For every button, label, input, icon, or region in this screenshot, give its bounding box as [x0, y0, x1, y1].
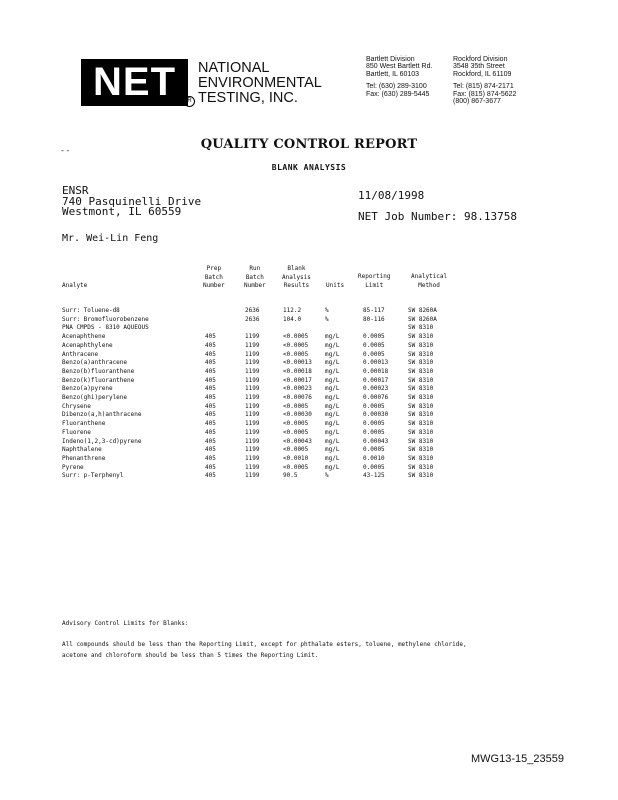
cell-prep-batch: 405	[205, 454, 216, 462]
cell-result: 112.2	[283, 307, 302, 314]
cell-analyte: Anthracene	[62, 350, 99, 358]
address-line: Rockford Division	[453, 56, 508, 63]
address-line: Bartlett, IL 60103	[366, 70, 420, 78]
cell-run-batch: 1199	[245, 446, 260, 454]
client-address-line: ENSR	[62, 184, 89, 197]
cell-units: mg/L	[325, 428, 340, 436]
cell-method: SW 8310	[408, 359, 434, 367]
table-row	[0, 333, 618, 342]
fax-number: Fax: (815) 874-5622	[453, 90, 517, 98]
header-line: Run	[249, 265, 261, 272]
report-subtitle: BLANK ANALYSIS	[271, 163, 347, 172]
cell-method: SW 8310	[408, 472, 434, 480]
header-line: Prep	[206, 265, 222, 272]
cell-method: SW 8310	[408, 463, 434, 471]
table-row	[0, 394, 618, 403]
phone-number: Tel: (815) 874-2171	[453, 83, 514, 91]
cell-units: mg/L	[325, 367, 340, 375]
cell-run-batch: 1199	[245, 394, 260, 401]
cell-prep-batch: 405	[205, 463, 216, 471]
cell-analyte: Surr: Bromofluorobenzene	[62, 315, 149, 323]
cell-method: SW 8310	[408, 385, 434, 393]
header-prep-batch	[203, 265, 225, 291]
cell-result: <0.00043	[283, 437, 312, 445]
cell-reporting-limit: 85-117	[363, 307, 385, 314]
cell-units: mg/L	[325, 463, 340, 471]
header-line: Method	[418, 281, 440, 289]
header-analyte: Analyte	[62, 282, 88, 289]
cell-run-batch: 1199	[245, 420, 260, 428]
cell-analyte: Benzo(a)pyrene	[62, 385, 113, 393]
advisory-title: Advisory Control Limits for Blanks:	[62, 620, 189, 627]
cell-result: <0.0005	[283, 402, 309, 410]
client-address-line: Westmont, IL 60559	[62, 205, 182, 218]
cell-reporting-limit: 0.00043	[363, 437, 389, 445]
header-reporting-limit	[358, 273, 391, 290]
bartlett-division-address	[366, 56, 432, 98]
cell-method: SW 8310	[408, 341, 434, 349]
job-number-value: 98.13758	[463, 210, 517, 223]
cell-result: <0.0005	[283, 420, 309, 428]
cell-prep-batch: 405	[205, 446, 216, 454]
cell-method: SW 8310	[408, 402, 434, 410]
cell-result: <0.0005	[283, 463, 309, 471]
cell-method: SW 8310	[408, 324, 434, 332]
cell-reporting-limit: 0.0005	[363, 341, 385, 349]
cell-analyte: Pyrene	[62, 463, 84, 471]
cell-run-batch: 1199	[245, 454, 260, 462]
cell-reporting-limit: 0.00013	[363, 359, 389, 367]
cell-result: <0.0005	[283, 341, 309, 349]
cell-analyte: Benzo(a)anthracene	[62, 359, 128, 367]
cell-reporting-limit: 0.00030	[363, 411, 389, 419]
cell-prep-batch: 405	[205, 333, 216, 341]
company-logo: NET	[81, 59, 188, 106]
address-line: 3548 35th Street	[453, 63, 505, 71]
cell-reporting-limit: 80-116	[363, 315, 385, 323]
cell-reporting-limit: 0.00076	[363, 394, 389, 401]
cell-run-batch: 1199	[245, 411, 260, 419]
client-address	[62, 186, 201, 218]
cell-prep-batch: 405	[205, 350, 216, 358]
cell-reporting-limit: 0.00018	[363, 367, 389, 375]
header-line: Batch	[204, 273, 223, 281]
cell-method: SW 8310	[408, 367, 434, 375]
cell-analyte: PNA CMPDS - 8310 AQUEOUS	[62, 324, 149, 332]
company-name-line: TESTING, INC.	[198, 90, 298, 106]
cell-method: SW 8310	[408, 446, 434, 454]
job-number	[358, 210, 517, 223]
cell-units: mg/L	[325, 402, 340, 410]
cell-units: mg/L	[325, 359, 340, 367]
phone-number: Tel: (630) 289-3100	[366, 83, 427, 91]
cell-method: SW 8310	[408, 428, 434, 436]
cell-prep-batch: 405	[205, 367, 216, 375]
client-contact: Mr. Wei-Lin Feng	[62, 233, 159, 244]
cell-reporting-limit: 0.0005	[363, 428, 385, 436]
company-name	[198, 61, 322, 106]
table-row	[0, 377, 618, 386]
cell-method: SW 8310	[408, 437, 434, 445]
cell-run-batch: 1199	[245, 367, 260, 375]
header-line: Number	[203, 282, 225, 289]
table-row	[0, 429, 618, 438]
cell-result: <0.0010	[283, 454, 309, 462]
cell-reporting-limit: 0.0005	[363, 420, 385, 428]
cell-analyte: Phenanthrene	[62, 454, 106, 462]
cell-reporting-limit: 0.0010	[363, 454, 385, 462]
cell-reporting-limit: 0.0005	[363, 463, 385, 471]
header-line: Batch	[245, 273, 264, 281]
cell-method: SW 8310	[408, 350, 434, 358]
cell-reporting-limit: 0.0005	[363, 350, 385, 358]
cell-units: mg/L	[325, 350, 340, 358]
cell-run-batch: 1199	[245, 376, 260, 384]
cell-analyte: Fluorene	[62, 428, 91, 436]
cell-result: 104.0	[283, 315, 302, 323]
cell-units: mg/L	[325, 420, 340, 428]
cell-units: mg/L	[325, 376, 340, 384]
cell-analyte: Acenaphthene	[62, 333, 106, 341]
fax-number: Fax: (630) 289-5445	[366, 90, 430, 98]
registered-mark: R	[184, 96, 195, 107]
cell-result: <0.0005	[283, 350, 309, 358]
cell-method: SW 8310	[408, 333, 434, 341]
cell-analyte: Benzo(ghi)perylene	[62, 394, 128, 401]
cell-units: %	[325, 472, 329, 480]
cell-analyte: Surr: Toluene-d8	[62, 307, 120, 314]
cell-prep-batch: 405	[205, 420, 216, 428]
cell-result: <0.00018	[283, 367, 312, 375]
cell-run-batch: 1199	[245, 472, 260, 480]
cell-method: SW 8310	[408, 394, 434, 401]
cell-run-batch: 1199	[245, 350, 260, 358]
cell-units: mg/L	[325, 385, 340, 393]
cell-analyte: Chrysene	[62, 402, 91, 410]
cell-prep-batch: 405	[205, 376, 216, 384]
header-run-batch	[244, 265, 266, 291]
cell-result: <0.00030	[283, 411, 312, 419]
cell-reporting-limit: 0.0005	[363, 402, 385, 410]
cell-reporting-limit: 0.00017	[363, 376, 389, 384]
table-row	[0, 307, 618, 316]
header-line: Analysis	[282, 273, 311, 281]
table-row	[0, 324, 618, 333]
cell-run-batch: 2636	[245, 315, 260, 323]
job-number-label: NET Job Number:	[358, 210, 458, 223]
header-line: Limit	[365, 281, 384, 289]
cell-method: SW 8310	[408, 411, 434, 419]
cell-result: <0.00013	[283, 359, 312, 367]
cell-units: %	[325, 315, 329, 323]
cell-analyte: Acenaphthylene	[62, 341, 113, 349]
address-line: 850 West Bartlett Rd.	[366, 63, 433, 71]
cell-method: SW 8260A	[408, 315, 437, 323]
cell-units: mg/L	[325, 437, 340, 445]
cell-run-batch: 1199	[245, 402, 260, 410]
table-row	[0, 446, 618, 455]
margin-mark: - -	[61, 146, 70, 155]
cell-run-batch: 1199	[245, 428, 260, 436]
cell-reporting-limit: 43-125	[363, 472, 385, 480]
cell-prep-batch: 405	[205, 402, 216, 410]
advisory-text-line: All compounds should be less than the Reporting Limit, except for phthalate esters, toluene, methylene chloride,	[62, 641, 467, 648]
cell-result: <0.0005	[283, 428, 309, 436]
cell-method: SW 8310	[408, 420, 434, 428]
table-row	[0, 368, 618, 377]
cell-analyte: Dibenzo(a,h)anthracene	[62, 411, 142, 419]
cell-method: SW 8260A	[408, 307, 437, 314]
cell-prep-batch: 405	[205, 394, 216, 401]
company-name-line: NATIONAL	[198, 60, 270, 76]
cell-units: mg/L	[325, 341, 340, 349]
document-id: MWG13-15_23559	[471, 753, 564, 765]
cell-result: <0.0005	[283, 333, 309, 341]
address-line: Rockford, IL 61109	[453, 70, 512, 78]
cell-reporting-limit: 0.00023	[363, 385, 389, 393]
table-row	[0, 403, 618, 412]
cell-units: %	[325, 307, 329, 314]
table-row	[0, 420, 618, 429]
table-row	[0, 351, 618, 360]
cell-run-batch: 1199	[245, 359, 260, 367]
table-row	[0, 464, 618, 473]
cell-prep-batch: 405	[205, 428, 216, 436]
advisory-text-line: acetone and chloroform should be less than 5 times the Reporting Limit.	[62, 652, 319, 659]
cell-run-batch: 1199	[245, 437, 260, 445]
cell-analyte: Surr: p-Terphenyl	[62, 472, 124, 480]
address-line: Bartlett Division	[366, 56, 415, 63]
header-units: Units	[326, 282, 345, 289]
header-line: Analytical	[411, 273, 448, 280]
cell-units: mg/L	[325, 411, 340, 419]
cell-result: <0.00023	[283, 385, 312, 393]
cell-run-batch: 1199	[245, 333, 260, 341]
header-line: Number	[244, 282, 266, 289]
header-blank-results	[282, 265, 311, 291]
cell-units: mg/L	[325, 333, 340, 341]
cell-prep-batch: 405	[205, 437, 216, 445]
cell-analyte: Fluoranthene	[62, 420, 106, 428]
cell-units: mg/L	[325, 394, 340, 401]
table-row	[0, 438, 618, 447]
cell-method: SW 8310	[408, 376, 434, 384]
table-row	[0, 359, 618, 368]
cell-reporting-limit: 0.0005	[363, 446, 385, 454]
cell-prep-batch: 405	[205, 359, 216, 367]
cell-analyte: Benzo(k)fluoranthene	[62, 376, 135, 384]
header-analytical-method	[411, 273, 447, 290]
cell-prep-batch: 405	[205, 472, 216, 480]
cell-units: mg/L	[325, 454, 340, 462]
table-row	[0, 342, 618, 351]
cell-analyte: Naphthalene	[62, 446, 102, 454]
cell-run-batch: 1199	[245, 341, 260, 349]
table-row	[0, 472, 618, 481]
table-row	[0, 455, 618, 464]
cell-result: <0.0005	[283, 446, 309, 454]
table-row	[0, 411, 618, 420]
cell-analyte: Indeno(1,2,3-cd)pyrene	[62, 437, 142, 445]
cell-units: mg/L	[325, 446, 340, 454]
cell-result: <0.00017	[283, 376, 312, 384]
cell-reporting-limit: 0.0005	[363, 333, 385, 341]
header-line: Reporting	[358, 273, 391, 280]
report-date: 11/08/1998	[358, 189, 425, 202]
cell-analyte: Benzo(b)fluoranthene	[62, 367, 135, 375]
client-address-line: 740 Pasquinelli Drive	[62, 194, 202, 208]
cell-prep-batch: 405	[205, 341, 216, 349]
header-line: Results	[283, 282, 310, 289]
cell-prep-batch: 405	[205, 411, 216, 419]
table-row	[0, 385, 618, 394]
rockford-division-address	[453, 56, 516, 105]
toll-free-number: (800) 867-3677	[453, 98, 501, 106]
cell-result: 90.5	[283, 472, 298, 480]
company-name-line: ENVIRONMENTAL	[198, 75, 322, 91]
cell-prep-batch: 405	[205, 385, 216, 393]
header-line: Blank	[287, 265, 306, 272]
table-row	[0, 316, 618, 325]
cell-method: SW 8310	[408, 454, 434, 462]
cell-run-batch: 1199	[245, 385, 260, 393]
cell-run-batch: 1199	[245, 463, 260, 471]
cell-result: <0.00076	[283, 394, 312, 401]
report-title: QUALITY CONTROL REPORT	[200, 137, 418, 152]
cell-run-batch: 2636	[245, 307, 260, 314]
